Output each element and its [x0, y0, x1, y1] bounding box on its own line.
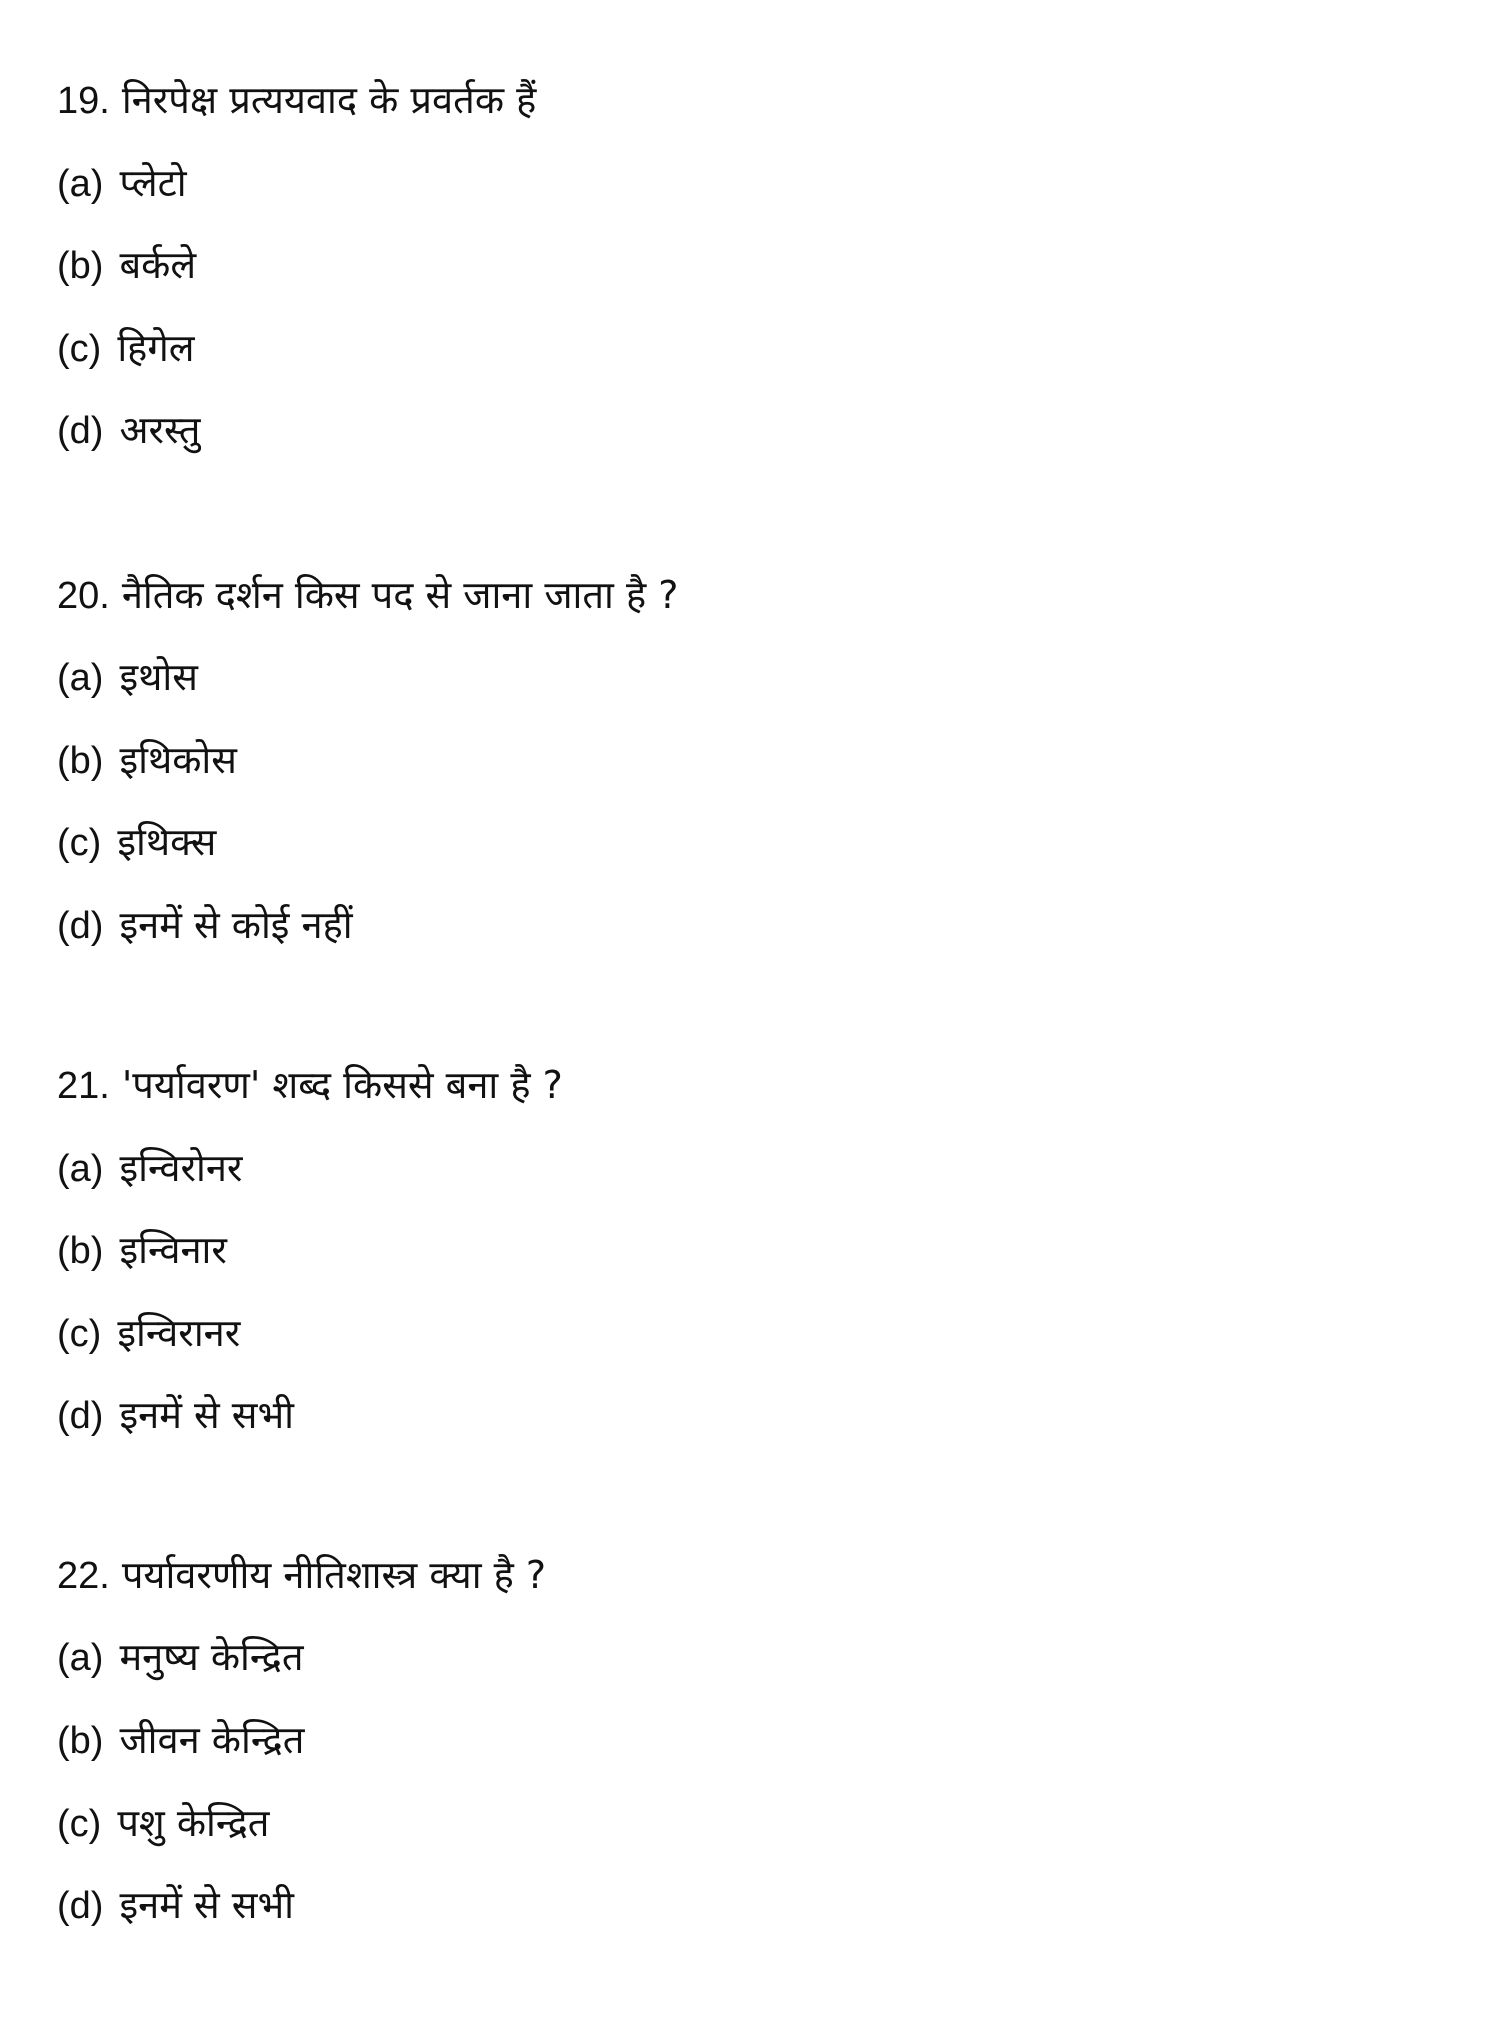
option-text: इनमें से सभी	[119, 1393, 295, 1437]
option-c	[57, 323, 195, 374]
option-text: इनमें से कोई नहीं	[119, 903, 353, 947]
option-c	[57, 817, 216, 868]
option-text: इन्विरानर	[117, 1311, 241, 1355]
question-text: पर्यावरणीय नीतिशास्त्र क्या है ?	[121, 1553, 547, 1597]
option-text: प्लेटो	[119, 161, 187, 205]
option-label: (b)	[57, 740, 104, 782]
option-b	[57, 1225, 227, 1276]
option-label: (b)	[57, 245, 104, 287]
option-text: जीवन केन्द्रित	[119, 1718, 305, 1762]
question-number: 22.	[57, 1555, 110, 1597]
option-label: (a)	[57, 163, 104, 205]
option-text: पशु केन्द्रित	[117, 1801, 270, 1845]
option-text: इन्विनार	[119, 1228, 227, 1272]
option-c	[57, 1308, 240, 1359]
option-c	[57, 1798, 269, 1849]
option-label: (d)	[57, 905, 104, 947]
option-label: (c)	[57, 328, 102, 370]
question-19	[57, 75, 536, 126]
option-a	[57, 1632, 303, 1683]
option-label: (c)	[57, 822, 102, 864]
option-text: हिगेल	[117, 326, 195, 370]
question-20	[57, 570, 678, 621]
option-label: (c)	[57, 1313, 102, 1355]
option-text: मनुष्य केन्द्रित	[119, 1635, 304, 1679]
question-22	[57, 1550, 546, 1601]
option-a	[57, 652, 198, 703]
option-text: इनमें से सभी	[119, 1883, 295, 1927]
option-b	[57, 1715, 304, 1766]
option-label: (d)	[57, 1885, 104, 1927]
option-b	[57, 240, 196, 291]
option-d	[57, 405, 200, 456]
option-label: (d)	[57, 410, 104, 452]
option-label: (a)	[57, 657, 104, 699]
option-label: (c)	[57, 1803, 102, 1845]
option-text: इथोस	[119, 655, 198, 699]
option-d	[57, 1880, 294, 1931]
option-text: इन्विरोनर	[119, 1146, 243, 1190]
option-b	[57, 735, 237, 786]
option-a	[57, 158, 187, 209]
option-label: (b)	[57, 1230, 104, 1272]
option-d	[57, 900, 353, 951]
option-a	[57, 1143, 242, 1194]
question-text: नैतिक दर्शन किस पद से जाना जाता है ?	[121, 573, 679, 617]
option-label: (b)	[57, 1720, 104, 1762]
option-label: (d)	[57, 1395, 104, 1437]
option-d	[57, 1390, 294, 1441]
question-number: 21.	[57, 1065, 110, 1107]
question-21	[57, 1060, 563, 1111]
question-text: 'पर्यावरण' शब्द किससे बना है ?	[121, 1063, 563, 1107]
option-label: (a)	[57, 1148, 104, 1190]
option-label: (a)	[57, 1637, 104, 1679]
option-text: बर्कले	[119, 243, 197, 287]
question-text: निरपेक्ष प्रत्ययवाद के प्रवर्तक हैं	[121, 78, 537, 122]
option-text: इथिक्स	[117, 820, 217, 864]
option-text: इथिकोस	[119, 738, 237, 782]
question-number: 19.	[57, 80, 110, 122]
option-text: अरस्तु	[119, 408, 201, 452]
question-number: 20.	[57, 575, 110, 617]
